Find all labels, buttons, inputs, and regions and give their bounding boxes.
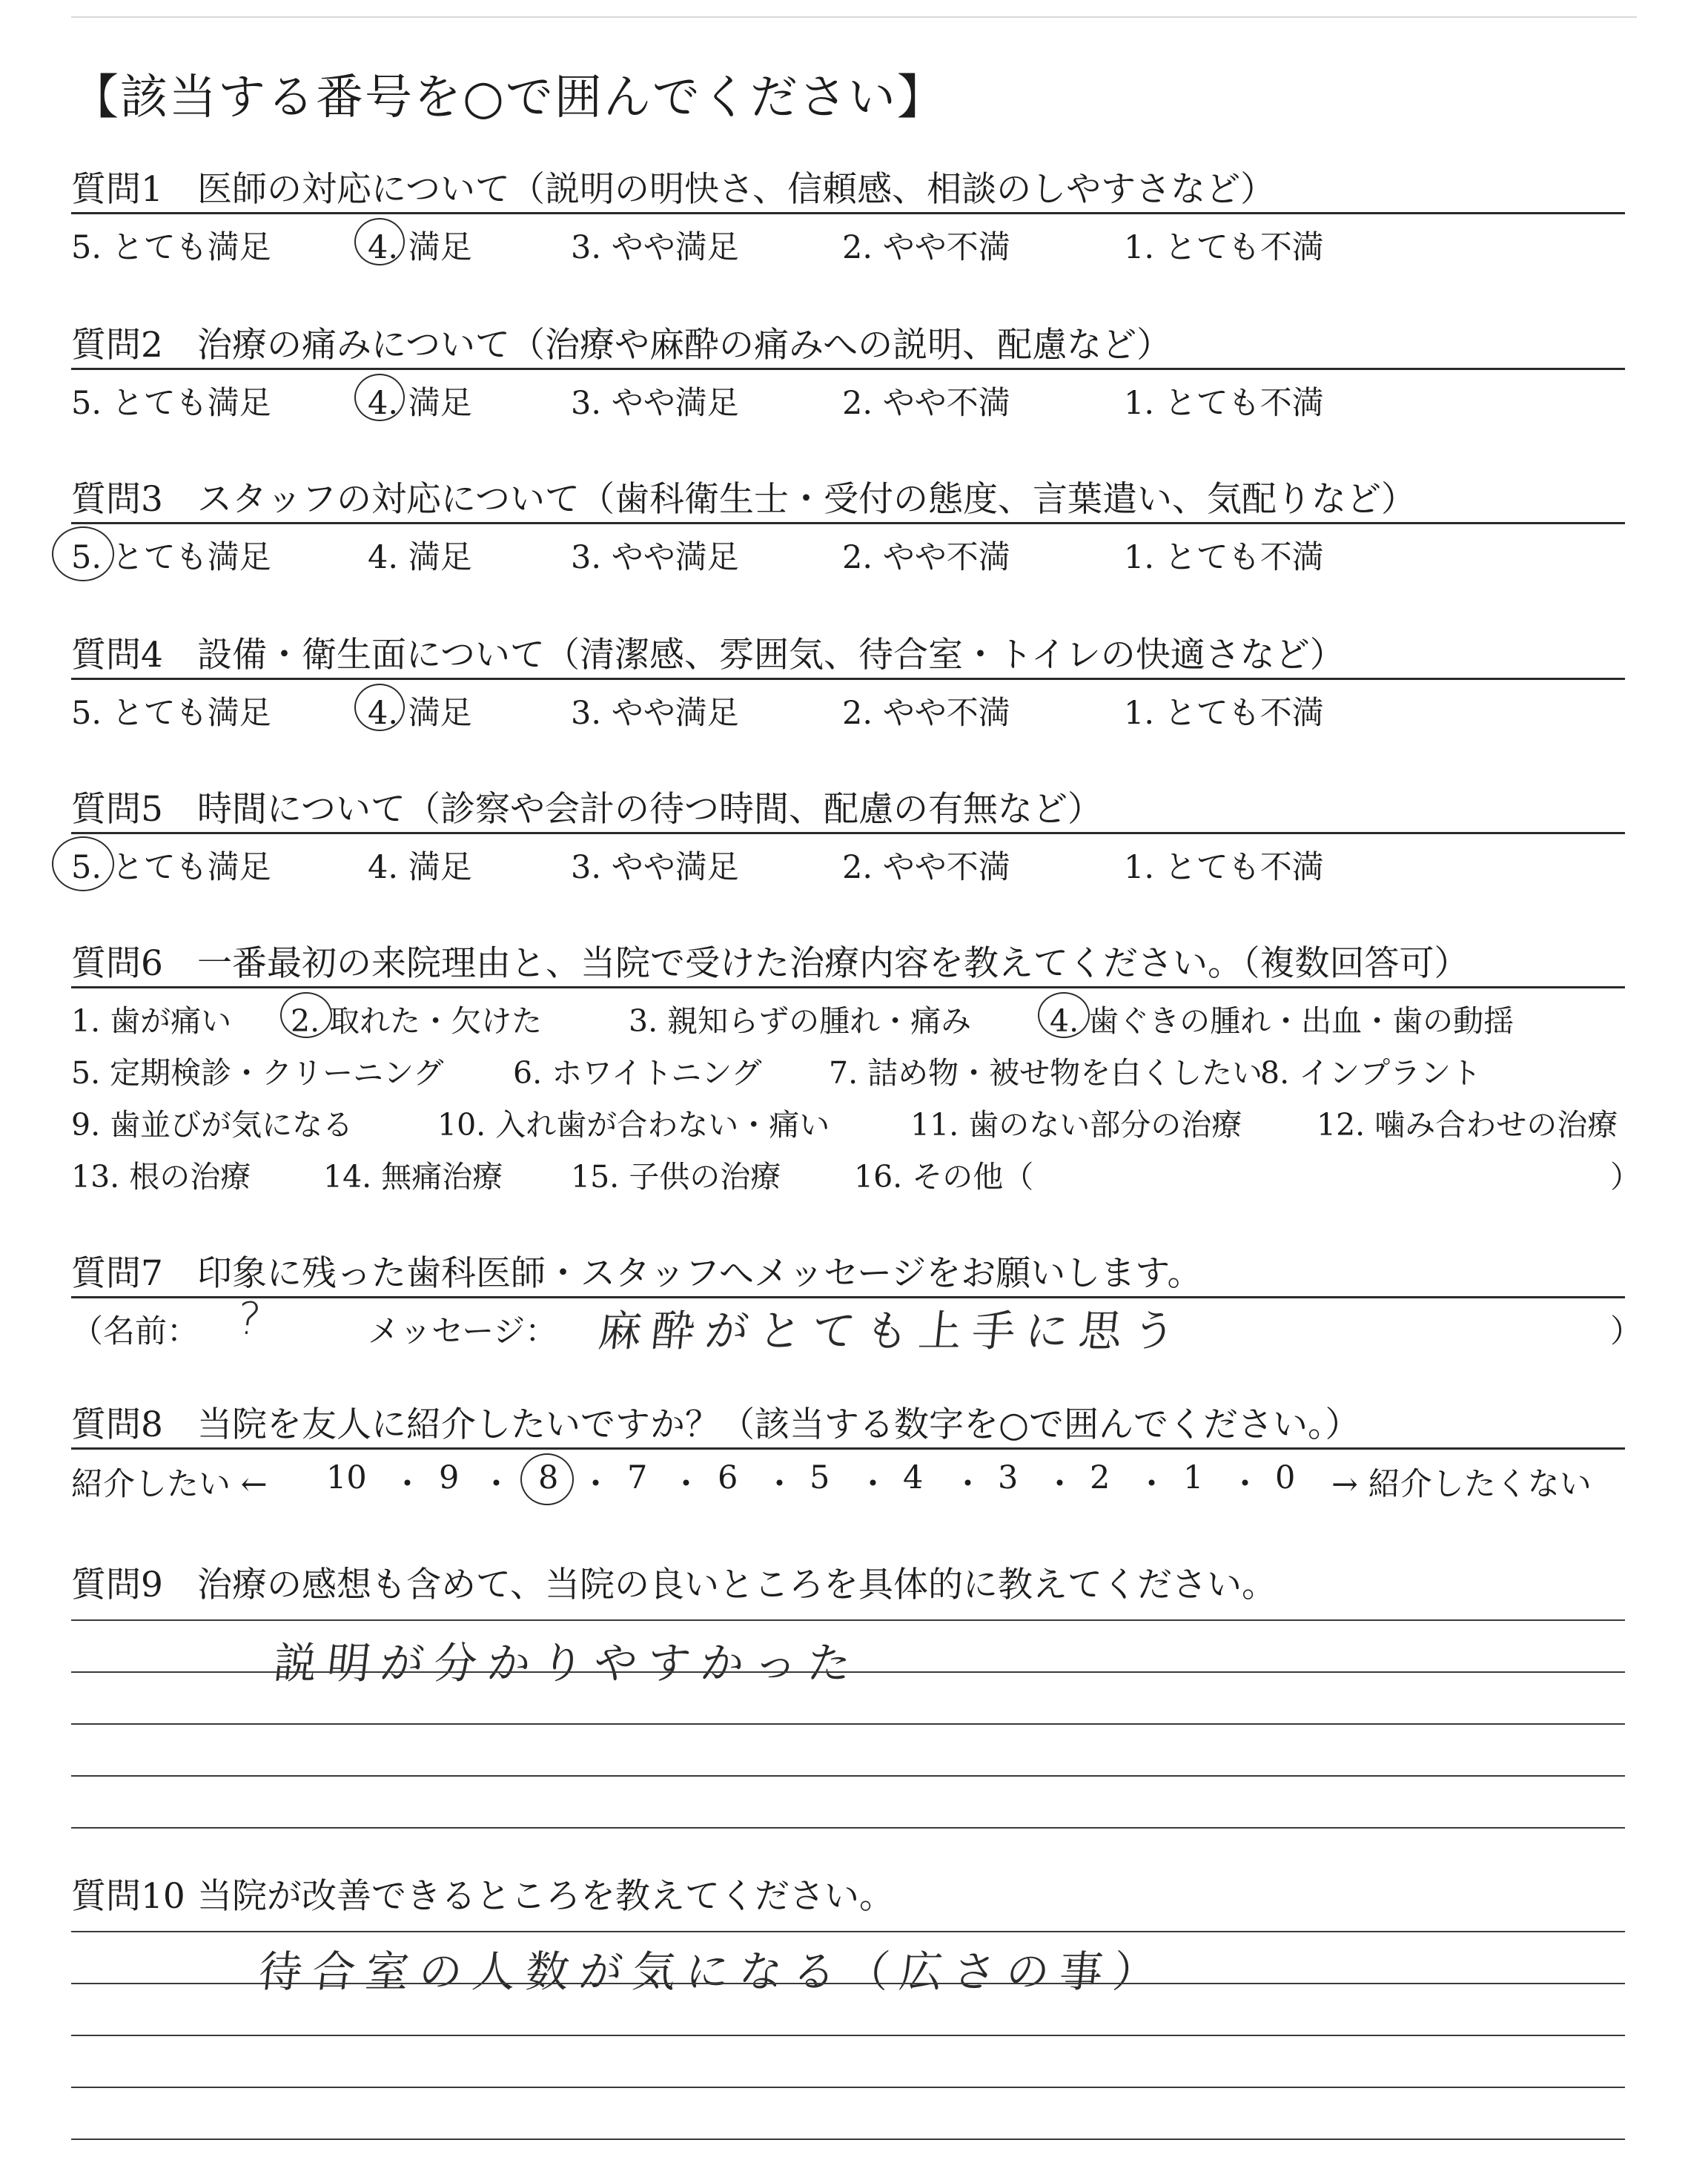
q8-left-label: 紹介したい ← [71, 1466, 268, 1503]
q8-separator: ・ [480, 1466, 512, 1503]
q8-scale-6[interactable]: 6 [718, 1459, 738, 1496]
q2-option-3[interactable]: 3. やや満足 [571, 385, 739, 422]
q9-writing-line [71, 1671, 1625, 1673]
question-3-number: 質問3 [71, 479, 163, 520]
q6-option-15[interactable]: 15. 子供の治療 [571, 1159, 781, 1195]
q8-separator: ・ [857, 1466, 889, 1503]
q10-handwritten-answer[interactable]: 待合室の人数が気になる（広さの事） [256, 1946, 1170, 1997]
q6-option-3[interactable]: 3. 親知らずの腫れ・痛み [629, 1003, 972, 1039]
q5-option-1[interactable]: 1. とても不満 [1124, 849, 1324, 886]
question-10-text: 当院が改善できるところを教えてください。 [197, 1876, 894, 1917]
question-4-title [71, 627, 1345, 677]
q6-other-close: ） [1610, 1159, 1641, 1195]
q1-option-3[interactable]: 3. やや満足 [571, 229, 739, 266]
q6-option-12[interactable]: 12. 噛み合わせの治療 [1317, 1107, 1618, 1143]
question-9-number: 質問9 [71, 1565, 163, 1605]
question-7-title [71, 1246, 1202, 1295]
q3-option-4[interactable]: 4. 満足 [368, 539, 472, 576]
q7-message-label: メッセージ： [368, 1313, 557, 1350]
q2-option-5[interactable]: 5. とても満足 [71, 385, 271, 422]
q10-writing-line [71, 1983, 1625, 1984]
q7-name-handwritten[interactable]: ? [234, 1293, 274, 1345]
question-5-rule [71, 832, 1625, 834]
q8-scale-8[interactable]: 8 [538, 1459, 559, 1496]
q1-option-5[interactable]: 5. とても満足 [71, 229, 271, 266]
q10-writing-line [71, 1931, 1625, 1932]
question-9-text: 治療の感想も含めて、当院の良いところを具体的に教えてください。 [197, 1565, 1277, 1605]
q6-option-11[interactable]: 11. 歯のない部分の治療 [910, 1107, 1242, 1143]
q4-option-5[interactable]: 5. とても満足 [71, 695, 271, 732]
q6-option-4[interactable]: 4. 歯ぐきの腫れ・出血・歯の動揺 [1050, 1003, 1515, 1039]
question-1-rule [71, 212, 1625, 214]
question-3-text: スタッフの対応について（歯科衛生士・受付の態度、言葉遣い、気配りなど） [197, 479, 1417, 520]
question-8-text: 当院を友人に紹介したいですか？（該当する数字を○で囲んでください。） [197, 1404, 1360, 1445]
q6-option-6[interactable]: 6. ホワイトニング [513, 1055, 762, 1091]
q8-separator: ・ [1044, 1466, 1076, 1503]
q8-separator: ・ [764, 1466, 795, 1503]
q8-scale-0[interactable]: 0 [1275, 1459, 1296, 1496]
question-5-number: 質問5 [71, 789, 163, 830]
question-4-rule [71, 678, 1625, 680]
q5-option-5[interactable]: 5. とても満足 [71, 849, 271, 886]
question-8-number: 質問8 [71, 1404, 163, 1445]
question-6-title [71, 936, 1469, 985]
q4-option-2[interactable]: 2. やや不満 [842, 695, 1010, 732]
question-4-text: 設備・衛生面について（清潔感、雰囲気、待合室・トイレの快適さなど） [197, 635, 1345, 676]
q8-scale-9[interactable]: 9 [439, 1459, 460, 1496]
question-10-title [71, 1869, 894, 1918]
q1-option-2[interactable]: 2. やや不満 [842, 229, 1010, 266]
question-6-number: 質問6 [71, 943, 163, 984]
q10-writing-line [71, 2035, 1625, 2036]
top-border [71, 16, 1637, 18]
q6-option-8[interactable]: 8. インプラント [1260, 1055, 1482, 1091]
q8-separator: ・ [391, 1466, 423, 1503]
question-8-scale [71, 1459, 1625, 1504]
question-8-rule [71, 1447, 1625, 1450]
q8-scale-2[interactable]: 2 [1090, 1459, 1110, 1496]
q4-option-3[interactable]: 3. やや満足 [571, 695, 739, 732]
question-1-number: 質問1 [71, 169, 163, 210]
question-1-text: 医師の対応について（説明の明快さ、信頼感、相談のしやすさなど） [197, 169, 1276, 210]
question-6-text: 一番最初の来院理由と、当院で受けた治療内容を教えてください。（複数回答可） [197, 943, 1469, 984]
q3-option-3[interactable]: 3. やや満足 [571, 539, 739, 576]
question-6-rule [71, 986, 1625, 988]
q9-writing-line [71, 1619, 1625, 1621]
q6-option-9[interactable]: 9. 歯並びが気になる [71, 1107, 354, 1143]
question-10-number: 質問10 [71, 1876, 185, 1917]
q3-option-5[interactable]: 5. とても満足 [71, 539, 271, 576]
question-9-title [71, 1557, 1277, 1607]
q8-separator: ・ [1229, 1466, 1261, 1503]
q8-separator: ・ [580, 1466, 612, 1503]
q8-scale-4[interactable]: 4 [903, 1459, 924, 1496]
q10-writing-line [71, 2087, 1625, 2088]
question-2-title [71, 317, 1171, 367]
q8-separator: ・ [670, 1466, 702, 1503]
q2-option-4[interactable]: 4. 満足 [368, 385, 472, 422]
q8-scale-7[interactable]: 7 [627, 1459, 648, 1496]
q9-writing-line [71, 1827, 1625, 1829]
question-3-title [71, 472, 1416, 521]
question-8-title [71, 1397, 1360, 1447]
q5-option-4[interactable]: 4. 満足 [368, 849, 472, 886]
q7-close: ） [1610, 1313, 1642, 1350]
question-1-title [71, 162, 1275, 211]
question-2-number: 質問2 [71, 325, 163, 366]
q8-scale-10[interactable]: 10 [326, 1459, 367, 1496]
page-heading: 【該当する番号を○で囲んでください】 [71, 70, 946, 125]
q6-option-16[interactable]: 16. その他（ [854, 1159, 1034, 1195]
question-4-number: 質問4 [71, 635, 163, 676]
q5-option-2[interactable]: 2. やや不満 [842, 849, 1010, 886]
q6-option-1[interactable]: 1. 歯が痛い [71, 1003, 232, 1039]
q4-option-4[interactable]: 4. 満足 [368, 695, 472, 732]
q8-separator: ・ [1136, 1466, 1168, 1503]
q2-option-2[interactable]: 2. やや不満 [842, 385, 1010, 422]
q8-scale-5[interactable]: 5 [810, 1459, 830, 1496]
q10-writing-line [71, 2138, 1625, 2140]
q3-option-2[interactable]: 2. やや不満 [842, 539, 1010, 576]
q8-scale-3[interactable]: 3 [998, 1459, 1019, 1496]
q6-option-13[interactable]: 13. 根の治療 [71, 1159, 251, 1195]
question-7-number: 質問7 [71, 1253, 163, 1294]
q6-option-10[interactable]: 10. 入れ歯が合わない・痛い [437, 1107, 830, 1143]
q6-option-7[interactable]: 7. 詰め物・被せ物を白くしたい [829, 1055, 1263, 1091]
q8-scale-1[interactable]: 1 [1183, 1459, 1204, 1496]
q9-writing-line [71, 1723, 1625, 1725]
question-2-rule [71, 368, 1625, 370]
q6-option-2[interactable]: 2. 取れた・欠けた [291, 1003, 543, 1039]
q4-option-1[interactable]: 1. とても不満 [1124, 695, 1324, 732]
q7-name-label: （名前： [71, 1313, 199, 1350]
question-7-text: 印象に残った歯科医師・スタッフへメッセージをお願いします。 [197, 1253, 1202, 1294]
q8-right-label: → 紹介したくない [1331, 1466, 1592, 1503]
q1-option-1[interactable]: 1. とても不満 [1124, 229, 1324, 266]
question-3-rule [71, 522, 1625, 524]
question-5-text: 時間について（診察や会計の待つ時間、配慮の有無など） [197, 789, 1103, 830]
q1-option-4[interactable]: 4. 満足 [368, 229, 472, 266]
q2-option-1[interactable]: 1. とても不満 [1124, 385, 1324, 422]
q6-option-5[interactable]: 5. 定期検診・クリーニング [71, 1055, 444, 1091]
q5-option-3[interactable]: 3. やや満足 [571, 849, 739, 886]
question-2-text: 治療の痛みについて（治療や麻酔の痛みへの説明、配慮など） [197, 325, 1172, 366]
q6-option-14[interactable]: 14. 無痛治療 [323, 1159, 503, 1195]
q8-separator: ・ [952, 1466, 984, 1503]
question-5-title [71, 782, 1102, 831]
q3-option-1[interactable]: 1. とても不満 [1124, 539, 1324, 576]
q7-message-handwritten[interactable]: 麻酔がとても上手に思う [595, 1306, 1189, 1356]
q9-handwritten-answer[interactable]: 説明が分かりやすかった [271, 1638, 864, 1688]
q9-writing-line [71, 1775, 1625, 1777]
